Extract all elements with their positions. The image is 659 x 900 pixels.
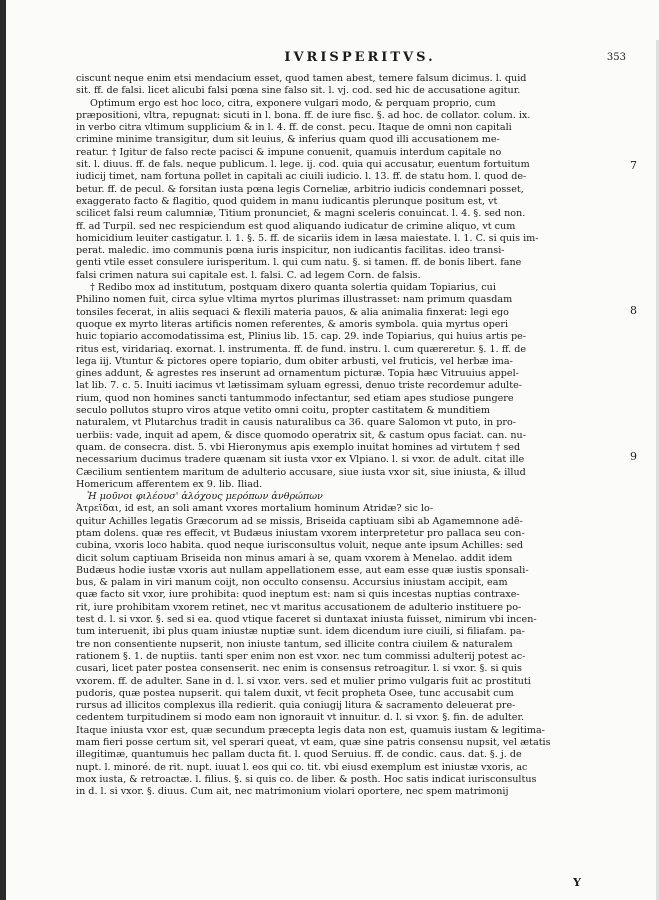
text-line: vxorem. ff. de adulter. Sane in d. l. si vxor. vers. sed et mulier primo vulgaris fuit ac prostituti xyxy=(76,675,531,687)
text-line: uerbiis: vade, inquit ad apem, & disce quomodo operatrix sit, & castum opus faciat. can. nu- xyxy=(76,429,526,441)
text-line: Ἀτρεΐδαι, id est, an soli amant vxores mortalium hominum Atridæ? sic lo- xyxy=(76,503,434,515)
text-line: naturalem, vt Plutarchus tradit in causis naturalibus ca 36. quare Salomon vt puto, in pro- xyxy=(76,417,517,429)
text-line: rium, quod non homines sancti tantummodo infectantur, sed etiam apes studiose pungere xyxy=(76,392,514,404)
text-line: pudoris, quæ postea nupserit. qui talem duxit, vt fecit propheta Osee, tunc accusabit cum xyxy=(76,687,514,699)
text-line: quæ facto sit vxor, iure prohibita: quod ineptum est: nam si quis incestas nuptias contraxe- xyxy=(76,589,520,601)
text-line: ptam dolens. quæ res effecit, vt Budæus iniustam vxorem interpretetur pro pallaca seu con- xyxy=(76,527,525,539)
text-line: mox iusta, & retroactæ. l. filius. §. si quis co. de liber. & posth. Hoc satis indicat iurisconsultus xyxy=(76,773,537,785)
text-line: exaggerato facto & flagitio, quod quidem in manu iudicantis plerunque positum est, vt xyxy=(76,195,498,207)
text-line: Ἦ μοῦνοι φιλέουσ' ἀλόχους μερόπων ἀνθρώπων xyxy=(86,491,323,503)
text-line: Homericum afferentem ex 9. lib. Iliad. xyxy=(76,478,263,490)
text-line: scilicet falsi reum calumniæ, Titium pronunciet, & magni sceleris conuincat. l. 4. §. sed non. xyxy=(76,208,526,220)
text-line: perat. maledic. imo communis pœna iuris inspicitur, non iudicantis facilitas. ideo transi- xyxy=(76,245,505,257)
text-line: Optimum ergo est hoc loco, citra, exponere vulgari modo, & perquam proprio, cum xyxy=(90,97,496,109)
text-line: illegitimæ, quantumuis hec pallam ducta fit. l. quod Seruius. ff. de condic. caus. dat. §. j. de xyxy=(76,749,522,761)
text-line: ritus est, viridariaq. exornat. l. instrumenta. ff. de fund. instru. l. cum quæreretur. §. 1. ff. de xyxy=(76,343,527,355)
text-line: quitur Achilles legatis Græcorum ad se missis, Briseida captiuam sibi ab Agamemnone adē- xyxy=(76,515,523,527)
margin-note: 8 xyxy=(630,304,637,317)
running-title: IVRISPERITVS. xyxy=(284,50,436,65)
text-line: reatur. † Igitur de falso recte pacisci & impune conuenit, quamuis interdum capitale no xyxy=(76,146,502,158)
scan-binding-edge xyxy=(0,0,6,900)
text-line: tonsiles fecerat, in aliis sequaci & flexili materia pauos, & alia animalia finxerat: legi ego xyxy=(76,306,509,318)
text-line: sit. l. diuus. ff. de fals. neque publicum. l. lege. ij. cod. quia qui accusatur, euentum fortuitum xyxy=(76,159,530,171)
margin-note: 9 xyxy=(630,450,637,463)
text-line: quoque ex myrto literas artificis nomen referentes, & amoris symbola. quia myrtus operi xyxy=(76,318,509,330)
text-line: cusari, licet pater postea consenserit. nec enim is consensus retroagitur. l. si vxor. §. si quis xyxy=(76,663,522,675)
text-line: genti vtile esset consulere iurisperitum. l. qui cum natu. §. si tamen. ff. de bonis libert. fane xyxy=(76,257,522,269)
text-line: ciscunt neque enim etsi mendacium esset, quod tamen abest, temere falsum dicimus. l. quid xyxy=(76,73,527,84)
text-line: rit, iure prohibitam vxorem retinet, nec vt maritus accusationem de adulterio instituere po- xyxy=(76,601,522,613)
text-line: tre non consentiente nupserit, non iniuste tantum, sed illicite contra ciuilem & naturalem xyxy=(76,638,513,650)
text-line: dicit solum captiuam Briseida non minus amari à se, quam vxorem à Menelao. addit idem xyxy=(76,552,513,564)
text-line: homicidium leuiter castigatur. l. 1. §. 5. ff. de sicariis idem in læsa maiestate. l. 1. C. si quis im- xyxy=(76,232,539,244)
text-line: ff. ad Turpil. sed nec respiciendum est quod aliquando iudicatur de crimine aliquo, vt cum xyxy=(76,220,516,232)
text-line: in d. l. si vxor. §. diuus. Cum ait, nec matrimonium violari oportere, nec spem matrimonij xyxy=(76,786,509,798)
text-line: rursus ad illicitos complexus illa redierit. quia coniugij litura & sacramento deleuerat pre- xyxy=(76,700,516,712)
text-line: lat lib. 7. c. 5. Inuiti iacimus vt lætissimam syluam egressi, denuo triste recordemur adulte- xyxy=(76,380,523,392)
text-line: seculo pollutos stupro viros atque vetito omni coitu, propter castitatem & munditiem xyxy=(76,405,491,417)
signature-mark: Y xyxy=(573,876,581,889)
text-line: nupt. l. minoré. de rit. nupt. iuuat l. eos qui co. tit. vbi eiusd exemplum est iniustæ vxoris, ac xyxy=(76,761,528,773)
text-line: gines addunt, & agrestes res inserunt ad ornamentum picturæ. Topia hæc Vitruuius appel- xyxy=(76,368,519,380)
text-line: betur. ff. de pecul. & forsitan iusta pœna legis Corneliæ, arbitrio iudicis condemnari posset, xyxy=(76,183,524,195)
text-line: tum interuenit, ibi plus quam iniustæ nuptiæ sunt. idem dicendum iure ciuili, si filiafam. pa- xyxy=(76,626,525,638)
body-text xyxy=(76,73,616,799)
text-line: mam fieri posse certum sit, vel sperari queat, vt eam, quæ sine patris consensu nupsit, vel ætatis xyxy=(76,737,551,749)
text-line: lega iij. Vtuntur & pictores opere topiario, dum obiter arbusti, vel fruticis, vel herbæ ima- xyxy=(76,355,513,367)
page-number: 353 xyxy=(606,52,626,63)
text-line: † Redibo mox ad institutum, postquam dixero quanta solertia quidam Topiarius, cui xyxy=(90,282,496,294)
page-header xyxy=(90,50,630,72)
text-line: crimine minime transigitur, dum sit leuius, & inferius quam quod illi accusationem me- xyxy=(76,134,500,146)
text-line: cedentem turpitudinem si modo eam non ignorauit vt innuitur. d. l. si vxor. §. fin. de adulter. xyxy=(76,712,525,724)
text-line: bus, & palam in viri manum coijt, non occulto consensu. Accursius iniustam accipit, eam xyxy=(76,577,508,589)
margin-note: 7 xyxy=(630,159,637,172)
text-line: iudicij timet, nam fortuna pollet in capitali ac ciuili iudicio. l. 13. ff. de statu hom. l. quod de- xyxy=(76,171,527,183)
text-line: quam. de consecra. dist. 5. vbi Hieronymus apis exemplo inuitat homines ad virtutem † sed xyxy=(76,441,521,453)
text-line: sit. ff. de falsi. licet alicubi falsi pœna sine falso sit. l. vj. cod. sed hic de accusatione agitur. xyxy=(76,85,521,97)
text-line: necessarium ducimus tradere quænam sit iusta vxor ex Vlpiano. l. si vxor. de adult. citat ille xyxy=(76,454,525,466)
text-line: huic topiario accomodatissima est, Plinius lib. 15. cap. 29. inde Topiarius, qui huius artis pe- xyxy=(76,331,527,343)
text-line: cubina, vxoris loco habita. quod neque iurisconsultus voluit, neque ante ipsum Achilles: sed xyxy=(76,540,523,552)
text-line: Philino nomen fuit, circa sylue vltima myrtos plurimas illustrasset: nam primum quasdam xyxy=(76,294,513,306)
text-line: Cæcilium sentientem maritum de adulterio accusare, siue iusta vxor sit, siue iniusta, & illud xyxy=(76,466,526,478)
text-line: falsi crimen natura sui capitale est. l. falsi. C. ad legem Corn. de falsis. xyxy=(76,269,421,281)
text-line: in verbo citra vltimum supplicium & in l. 4. ff. de const. pecu. Itaque de omni non capitali xyxy=(76,122,512,134)
text-line: præpositioni, vltra, repugnat: sicuti in l. bona. ff. de iure fisc. §. ad hoc. de collator. colum. ix. xyxy=(76,109,531,121)
text-line: test d. l. si vxor. §. sed si ea. quod vtique faceret si duntaxat iniusta fuisset, nimirum vbi incen- xyxy=(76,614,537,626)
text-line: rationem §. 1. de nuptiis. tanti sper enim non est vxor. nec tum commissi adulterij potest ac- xyxy=(76,650,526,662)
text-line: Budæus hodie iustæ vxoris aut nullam appellationem esse, aut eam esse quæ iustis sponsali- xyxy=(76,564,529,576)
text-line: Itaque iniusta vxor est, quæ secundum præcepta legis data non est, quamuis iustam & legitima- xyxy=(76,724,545,736)
